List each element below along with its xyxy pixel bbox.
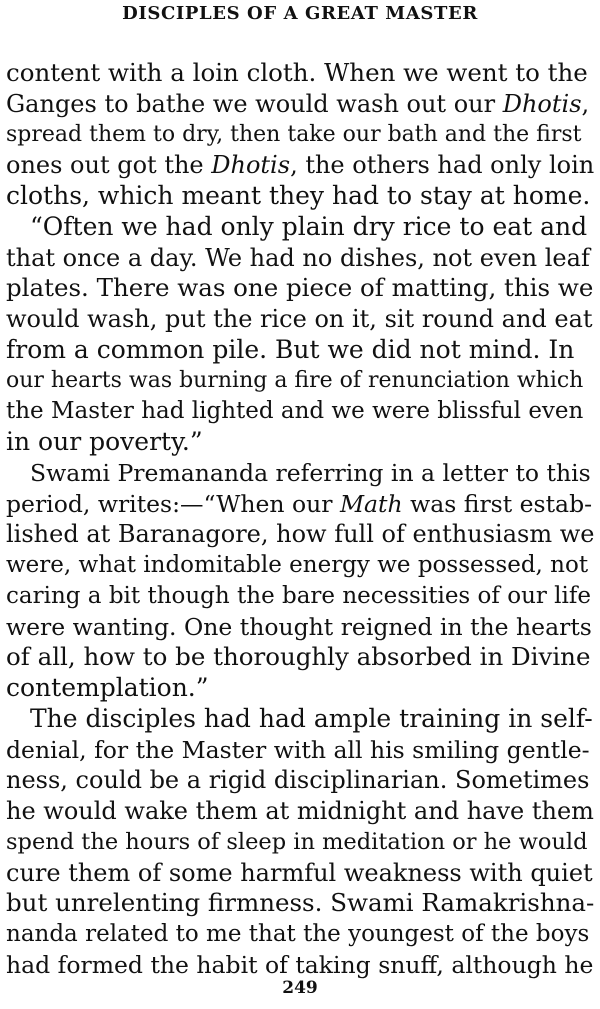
page-number: 249 [282,978,318,998]
text-line: plates. There was one piece of matting, this we [6,273,594,303]
text-line: our hearts was burning a fire of renunciation which [6,367,584,393]
text-line: content with a loin cloth. When we went to the [6,58,588,87]
text-line: period, writes:—“When our Math was first estab- [6,489,593,518]
text-line: would wash, put the rice on it, sit round and eat [6,305,593,333]
text-line: the Master had lighted and we were blissful even [6,398,584,425]
text-line: lished at Baranagore, how full of enthusiasm we [6,520,594,549]
text-line: were wanting. One thought reigned in the hearts [6,612,592,641]
text-line: in our poverty.” [6,427,203,456]
text-line: cloths, which meant they had to stay at home. [6,181,591,210]
text-line: had formed the habit of taking snuff, although he [6,950,594,979]
body-text [6,58,594,981]
paragraph-first-line: The disciples had had ample training in self- [30,703,593,733]
text-line: caring a bit though the bare necessities of our life [6,582,592,609]
text-line: were, what indomitable energy we possessed, not [6,552,589,578]
running-head: DISCIPLES OF A GREAT MASTER [122,3,478,24]
text-line: but unrelenting firmness. Swami Ramakrishna- [6,888,594,918]
paragraph-first-line: “Often we had only plain dry rice to eat and [30,211,588,241]
text-line: contemplation.” [6,673,209,702]
text-line: ones out got the Dhotis, the others had only loin [6,151,594,180]
paragraph-first-line: Swami Premananda referring in a letter to this [30,458,591,487]
text-line: of all, how to be thoroughly absorbed in Divine [6,642,591,672]
text-line: from a common pile. But we did not mind. In [6,334,575,364]
text-line: that once a day. We had no dishes, not even leaf [6,243,590,272]
text-line: spend the hours of sleep in meditation or he would [6,828,588,855]
text-line: he would wake them at midnight and have them [6,797,594,825]
text-line: cure them of some harmful weakness with quiet [6,858,593,887]
text-line: ness, could be a rigid disciplinarian. Sometimes [6,766,590,795]
text-line: nanda related to me that the youngest of the boys [6,921,590,947]
text-line: Ganges to bathe we would wash out our Dhotis, [6,89,590,118]
text-line: denial, for the Master with all his smiling gentle- [6,735,590,764]
text-line: spread them to dry, then take our bath and the first [6,121,582,147]
